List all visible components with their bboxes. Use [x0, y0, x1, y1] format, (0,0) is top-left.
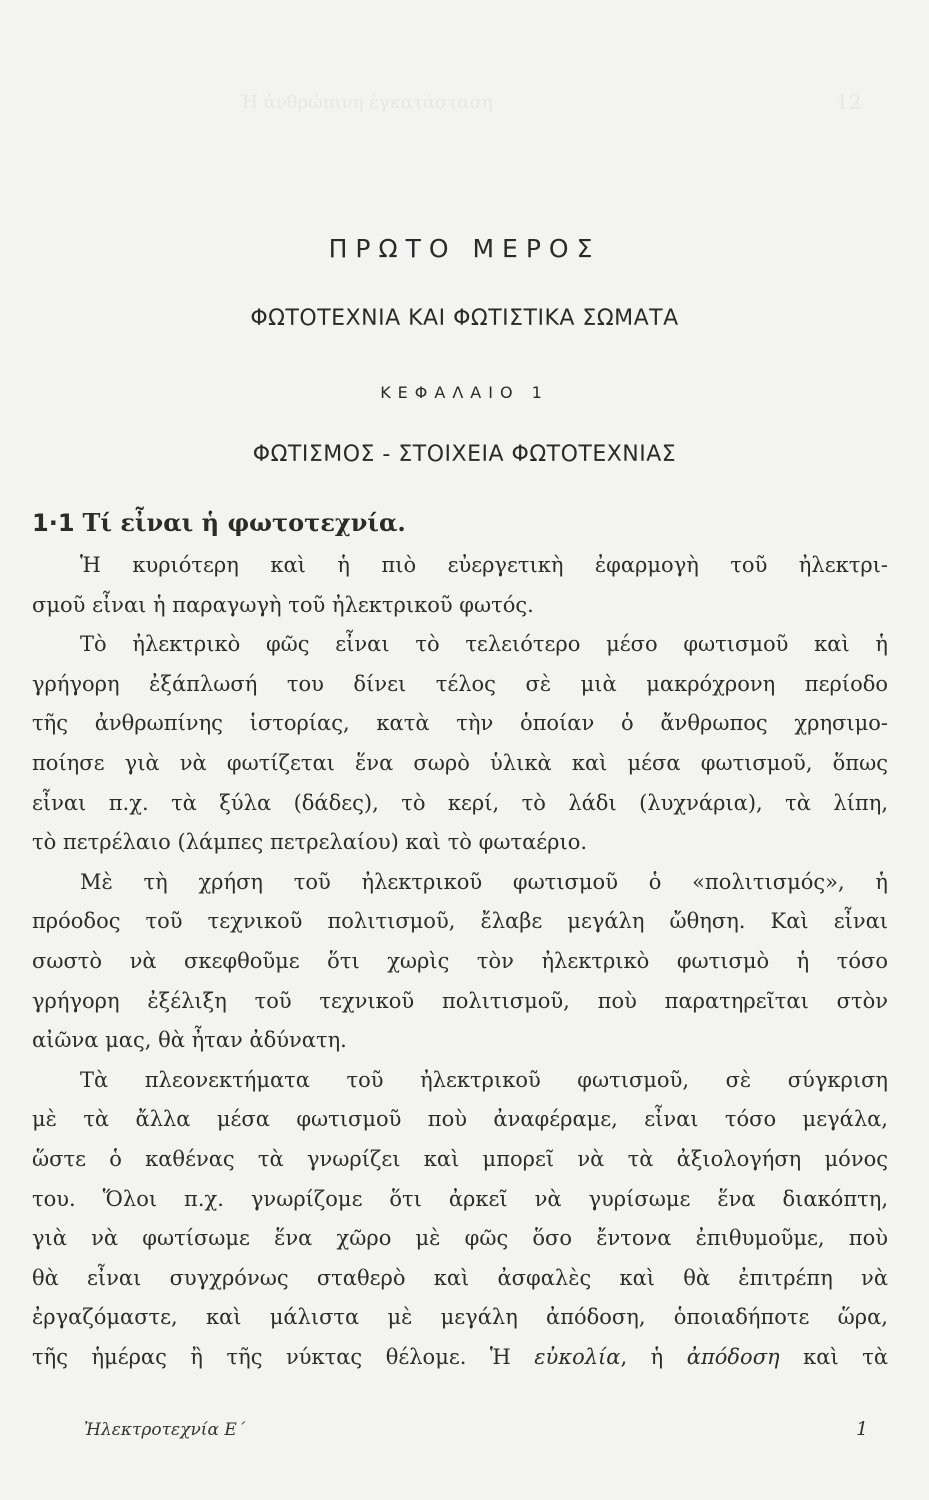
body-line: γρήγορη ἐξέλιξη τοῦ τεχνικοῦ πολιτισμοῦ, ποὺ παρατηρεῖται στὸν	[32, 988, 888, 1013]
section-heading	[32, 508, 406, 537]
chapter-title: ΦΩΤΙΣΜΟΣ - ΣΤΟΙΧΕΙΑ ΦΩΤΟΤΕΧΝΙΑΣ	[252, 442, 677, 467]
bleed-through-page-number: 12	[836, 90, 862, 114]
body-line: μὲ τὰ ἄλλα μέσα φωτισμοῦ ποὺ ἀναφέραμε, εἶναι τόσο μεγάλα,	[32, 1107, 888, 1132]
body-text	[32, 546, 888, 1377]
chapter-label: ΚΕΦΑΛΑΙΟ 1	[380, 383, 549, 402]
footer-book-mark: Ἠλεκτροτεχνία Ε΄	[84, 1420, 246, 1440]
body-line: ἐργαζόμαστε, καὶ μάλιστα μὲ μεγάλη ἀπόδοση, ὁποιαδήποτε ὥρα,	[32, 1305, 888, 1330]
body-line: Μὲ τὴ χρήση τοῦ ἠλεκτρικοῦ φωτισμοῦ ὁ «πολιτισμός», ἡ	[80, 869, 888, 894]
body-line: Τὸ ἠλεκτρικὸ φῶς εἶναι τὸ τελειότερο μέσο φωτισμοῦ καὶ ἡ	[80, 632, 888, 657]
page-number: 1	[856, 1418, 869, 1440]
body-line: σωστὸ νὰ σκεφθοῦμε ὅτι χωρὶς τὸν ἠλεκτρικὸ φωτισμὸ ἡ τόσο	[32, 948, 888, 973]
body-line: ποίησε γιὰ νὰ φωτίζεται ἕνα σωρὸ ὑλικὰ καὶ μέσα φωτισμοῦ, ὅπως	[32, 750, 888, 775]
body-line: τῆς ἀνθρωπίνης ἱστορίας, κατὰ τὴν ὁποίαν ὁ ἄνθρωπος χρησιμο-	[32, 711, 888, 736]
body-line: Τὰ πλεονεκτήματα τοῦ ἠλεκτρικοῦ φωτισμοῦ, σὲ σύγκριση	[80, 1067, 888, 1092]
body-line-last	[32, 1338, 888, 1378]
body-line: τὸ πετρέλαιο (λάμπες πετρελαίου) καὶ τὸ φωταέριο.	[32, 830, 588, 855]
body-line: θὰ εἶναι συγχρόνως σταθερὸ καὶ ἀσφαλὲς καὶ θὰ ἐπιτρέπη νὰ	[32, 1265, 888, 1290]
body-line: αἰῶνα μας, θὰ ἦταν ἀδύνατη.	[32, 1028, 347, 1053]
section-number: 1·1	[32, 509, 75, 537]
last-line-end: καὶ τὰ	[779, 1344, 888, 1369]
section-title: Τί εἶναι ἡ φωτοτεχνία.	[82, 508, 406, 537]
last-line-italic-apodosi: ἀπόδοση	[686, 1344, 780, 1369]
body-line: Ἡ κυριότερη καὶ ἡ πιὸ εὐεργετικὴ ἐφαρμογὴ τοῦ ἠλεκτρι-	[80, 553, 888, 577]
body-line: εἶναι π.χ. τὰ ξύλα (δάδες), τὸ κερί, τὸ λάδι (λυχνάρια), τὰ λίπη,	[32, 790, 888, 815]
last-line-start: τῆς ἡμέρας ἢ τῆς νύκτας θέλομε. Ἡ	[32, 1344, 535, 1369]
body-line: γρήγορη ἐξάπλωσή του δίνει τέλος σὲ μιὰ μακρόχρονη περίοδο	[32, 671, 888, 696]
last-line-italic-eukolia: εὐκολία	[534, 1344, 621, 1369]
last-line-mid: , ἡ	[620, 1344, 687, 1369]
body-line: ὥστε ὁ καθένας τὰ γνωρίζει καὶ μπορεῖ νὰ τὰ ἀξιολογήση μόνος	[32, 1146, 888, 1171]
body-line: σμοῦ εἶναι ἡ παραγωγὴ τοῦ ἠλεκτρικοῦ φωτός.	[32, 592, 534, 617]
part-title: ΠΡΩΤΟ ΜΕΡΟΣ	[328, 234, 601, 263]
bleed-through-header: Ἡ ἀνθρώπινη ἐγκατάσταση	[240, 92, 493, 113]
body-line: του. Ὅλοι π.χ. γνωρίζομε ὅτι ἀρκεῖ νὰ γυρίσωμε ἕνα διακόπτη,	[32, 1186, 888, 1211]
body-line: γιὰ νὰ φωτίσωμε ἕνα χῶρο μὲ φῶς ὅσο ἔντονα ἐπιθυμοῦμε, ποὺ	[32, 1226, 888, 1251]
part-subtitle: ΦΩΤΟΤΕΧΝΙΑ ΚΑΙ ΦΩΤΙΣΤΙΚΑ ΣΩΜΑΤΑ	[250, 306, 679, 331]
body-line: πρόοδος τοῦ τεχνικοῦ πολιτισμοῦ, ἔλαβε μεγάλη ὤθηση. Καὶ εἶναι	[32, 909, 888, 934]
